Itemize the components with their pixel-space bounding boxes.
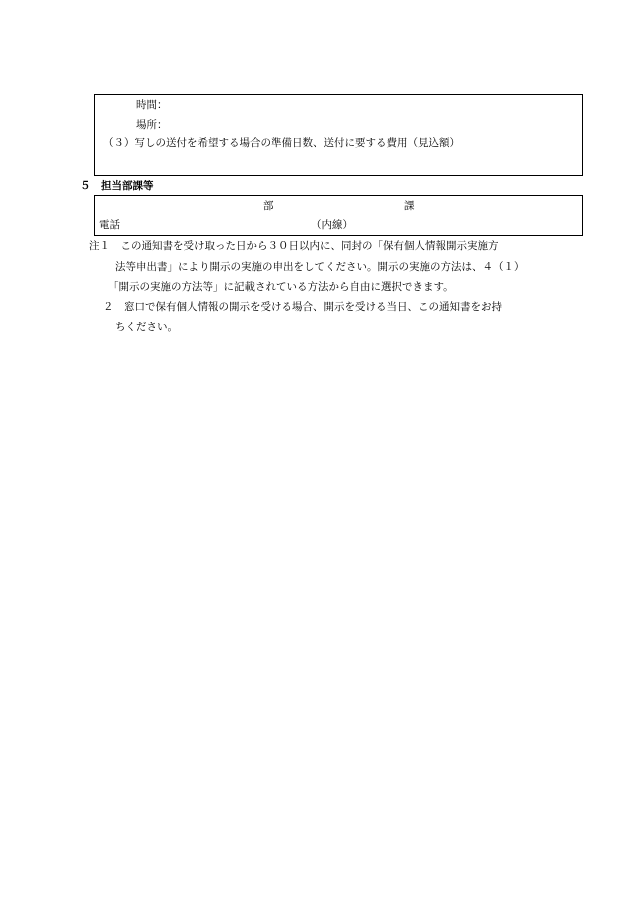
- department-label: 部: [263, 200, 274, 212]
- note-2-line-2: ちください。: [115, 321, 178, 333]
- time-label: 時間：: [136, 99, 168, 111]
- copy-delivery-cost-item: （３）写しの送付を希望する場合の準備日数、送付に要する費用（見込額）: [103, 137, 460, 149]
- extension-label: （内線）: [311, 219, 353, 231]
- note-1-line-1: 注１ この通知書を受け取った日から３０日以内に、同封の「保有個人情報開示実施方: [89, 240, 499, 252]
- place-label: 場所：: [136, 119, 168, 131]
- phone-label: 電話: [99, 219, 120, 231]
- section-5-heading: ５ 担当部課等: [80, 180, 154, 192]
- section-label: 課: [404, 200, 415, 212]
- note-2-line-1: ２ 窓口で保有個人情報の開示を受ける場合、開示を受ける当日、この通知書をお持: [103, 301, 502, 313]
- note-1-line-3: 「開示の実施の方法等」に記載されている方法から自由に選択できます。: [108, 281, 454, 293]
- note-1-line-2: 法等申出書」により開示の実施の申出をしてください。開示の実施の方法は、４（１）: [115, 261, 525, 273]
